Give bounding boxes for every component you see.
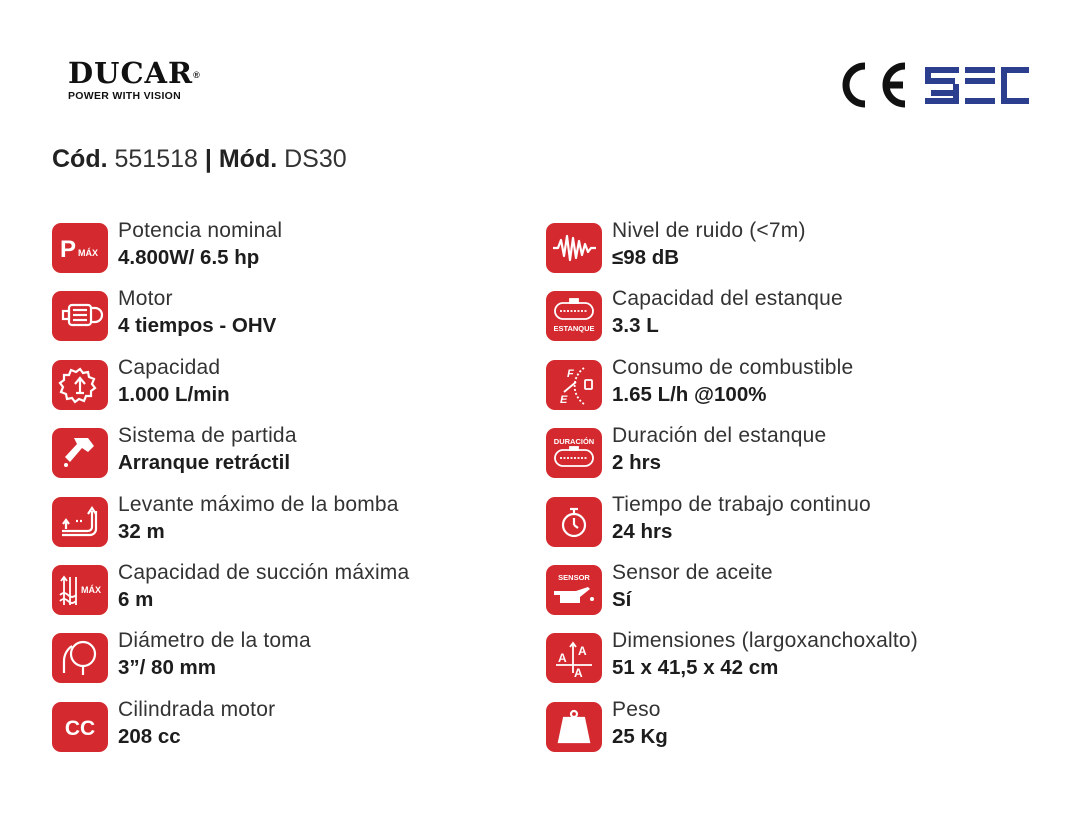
brand-name: DUCAR®: [68, 56, 201, 90]
svg-text:ESTANQUE: ESTANQUE: [553, 324, 595, 334]
code-separator: |: [204, 145, 212, 173]
svg-text:MÁX: MÁX: [78, 248, 98, 258]
spec-value: 1.000 L/min: [118, 382, 230, 406]
spec-label: Capacidad del estanque: [612, 287, 843, 311]
spec-value: 32 m: [118, 519, 165, 543]
tank-icon: [546, 291, 602, 341]
product-code-line: [52, 145, 347, 174]
spec-label: Sensor de aceite: [612, 560, 773, 584]
spec-value: 2 hrs: [612, 451, 661, 475]
intake-diameter-icon: [52, 633, 108, 683]
spec-value: 51 x 41,5 x 42 cm: [612, 656, 779, 680]
svg-text:SENSOR: SENSOR: [558, 572, 590, 582]
spec-value: 3.3 L: [612, 314, 659, 338]
svg-text:CC: CC: [64, 716, 96, 740]
svg-text:A: A: [574, 666, 583, 681]
brand-logo: [68, 58, 201, 102]
oil-sensor-icon: [546, 565, 602, 615]
spec-label: Nivel de ruido (<7m): [612, 219, 806, 242]
dimensions-icon: [546, 633, 602, 683]
spec-label: Sistema de partida: [118, 424, 297, 448]
cc-icon: [52, 702, 108, 752]
ce-mark-icon: [846, 66, 905, 104]
stopwatch-icon: [546, 497, 602, 547]
fuel-gauge-icon: [546, 360, 602, 410]
spec-value: 24 hrs: [612, 519, 673, 543]
spec-value: Sí: [612, 587, 632, 611]
spec-label: Dimensiones (largoxanchoxalto): [612, 629, 918, 653]
capacity-gear-icon: [52, 360, 108, 410]
spec-label: Duración del estanque: [612, 424, 827, 448]
spec-value: 1.65 L/h @100%: [612, 382, 767, 406]
spec-label: Capacidad de succión máxima: [118, 560, 410, 584]
spec-label: Cilindrada motor: [118, 697, 276, 721]
svg-text:E: E: [560, 393, 568, 406]
svg-text:A: A: [558, 651, 567, 666]
sec-mark-icon: [925, 67, 1029, 104]
certification-logos: [833, 60, 1033, 115]
spec-label: Tiempo de trabajo continuo: [612, 492, 871, 516]
svg-text:F: F: [567, 367, 574, 380]
noise-wave-icon: [546, 223, 602, 273]
spec-label: Levante máximo de la bomba: [118, 492, 399, 516]
spec-label: Capacidad: [118, 355, 221, 379]
brand-tagline: POWER WITH VISION: [68, 90, 182, 102]
spec-label: Motor: [118, 287, 173, 311]
spec-value: 208 cc: [118, 724, 181, 748]
weight-kg-icon: [546, 702, 602, 752]
svg-text:KG: KG: [566, 727, 582, 739]
pump-lift-icon: [52, 497, 108, 547]
svg-text:P: P: [60, 236, 77, 263]
spec-value: 4 tiempos - OHV: [118, 314, 277, 338]
spec-value: 4.800W/ 6.5 hp: [118, 246, 260, 269]
spec-label: Potencia nominal: [118, 219, 283, 242]
model-value: DS30: [284, 145, 347, 173]
tank-duration-icon: [546, 428, 602, 478]
spec-value: ≤98 dB: [612, 246, 680, 269]
spec-value: 6 m: [118, 587, 154, 611]
motor-icon: [52, 291, 108, 341]
code-label: Cód.: [52, 145, 108, 173]
spec-label: Consumo de combustible: [612, 355, 854, 379]
svg-text:A: A: [578, 644, 587, 659]
spec-value: 25 Kg: [612, 724, 668, 748]
code-value: 551518: [114, 145, 198, 173]
spec-label: Diámetro de la toma: [118, 629, 311, 653]
svg-text:MÁX: MÁX: [81, 584, 101, 595]
spec-value: Arranque retráctil: [118, 451, 291, 475]
hammer-start-icon: [52, 428, 108, 478]
suction-max-icon: [52, 565, 108, 615]
spec-label: Peso: [612, 697, 661, 721]
spec-value: 3”/ 80 mm: [118, 656, 216, 680]
power-max-icon: [52, 223, 108, 273]
svg-text:DURACIÓN: DURACIÓN: [553, 437, 595, 447]
model-label: Mód.: [218, 145, 278, 173]
